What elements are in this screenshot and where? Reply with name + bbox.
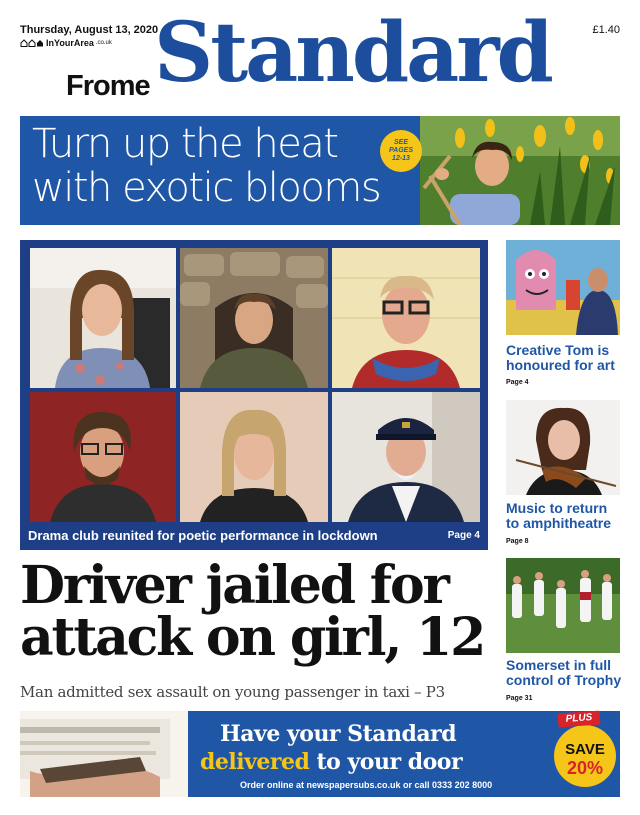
sidebar-headline-2[interactable] [506, 501, 626, 531]
save-percent: 20% [566, 758, 604, 778]
collage-photo [180, 248, 328, 388]
subscription-ad[interactable] [20, 711, 620, 797]
masthead [0, 0, 640, 110]
brand-name: InYourArea [46, 38, 94, 48]
cover-price: £1.40 [592, 24, 620, 36]
main-headline-line: attack on girl, 12 [20, 607, 485, 668]
save-badge [554, 725, 616, 787]
sidebar-page-2: Page 8 [506, 538, 529, 545]
plus-tag: PLUS [558, 711, 601, 728]
newspaper-photo [20, 711, 188, 797]
promo-headline-line: with exotic blooms [32, 165, 381, 211]
gardener-photo [420, 116, 620, 225]
sidebar-photo-art [506, 240, 620, 335]
ad-subheadline-rest: to your door [309, 749, 463, 775]
sidebar-headline-line: honoured for art [506, 357, 615, 373]
main-headline-line: Driver jailed for [20, 555, 448, 616]
sidebar-headline-line: to amphitheatre [506, 515, 612, 531]
sidebar-page-1: Page 4 [506, 379, 529, 386]
promo-band[interactable] [20, 116, 620, 225]
sidebar-photo-cricket [506, 558, 620, 653]
sidebar-headline-line: Somerset in full [506, 657, 612, 673]
brand-tld: .co.uk [95, 40, 112, 46]
ad-order-line[interactable]: Order online at newspapersubs.co.uk or call 0333 202 8000 [240, 780, 493, 790]
brand-line[interactable] [20, 38, 112, 48]
sidebar-headline-1[interactable] [506, 343, 626, 373]
houses-icon [20, 39, 44, 47]
sidebar-photo-violin [506, 400, 620, 495]
masthead-frome: Frome [66, 70, 150, 102]
collage-caption-page: Page 4 [447, 530, 480, 541]
main-headline[interactable] [20, 555, 490, 668]
collage-photo [332, 392, 480, 522]
ad-headline: Have your Standard [220, 721, 457, 747]
badge-page-range: 12-13 [392, 155, 410, 162]
collage-caption [20, 523, 488, 550]
collage-photo [30, 392, 176, 522]
badge-pages: PAGES [389, 147, 413, 154]
collage-photo [332, 248, 480, 388]
collage-photo [180, 392, 328, 522]
masthead-title: Standard [154, 5, 551, 101]
ad-highlight: delivered [200, 749, 310, 775]
ad-subheadline [200, 749, 462, 775]
sidebar-page-3: Page 31 [506, 695, 533, 702]
promo-headline-line: Turn up the heat [32, 121, 338, 167]
see-pages-badge[interactable] [380, 130, 422, 172]
collage-caption-text: Drama club reunited for poetic performance in lockdown [28, 528, 378, 543]
sidebar-headline-line: control of Trophy [506, 672, 622, 688]
save-label: SAVE [565, 741, 605, 758]
main-standfirst: Man admitted sex assault on young passenger in taxi – P3 [20, 683, 445, 701]
badge-see: SEE [393, 139, 408, 146]
sidebar-headline-line: Creative Tom is [506, 342, 610, 358]
drama-club-collage[interactable] [20, 240, 488, 550]
issue-date: Thursday, August 13, 2020 [20, 24, 159, 36]
collage-photo [30, 248, 176, 388]
sidebar-headline-3[interactable] [506, 658, 626, 688]
sidebar-headline-line: Music to return [506, 500, 608, 516]
promo-headline [32, 122, 380, 210]
